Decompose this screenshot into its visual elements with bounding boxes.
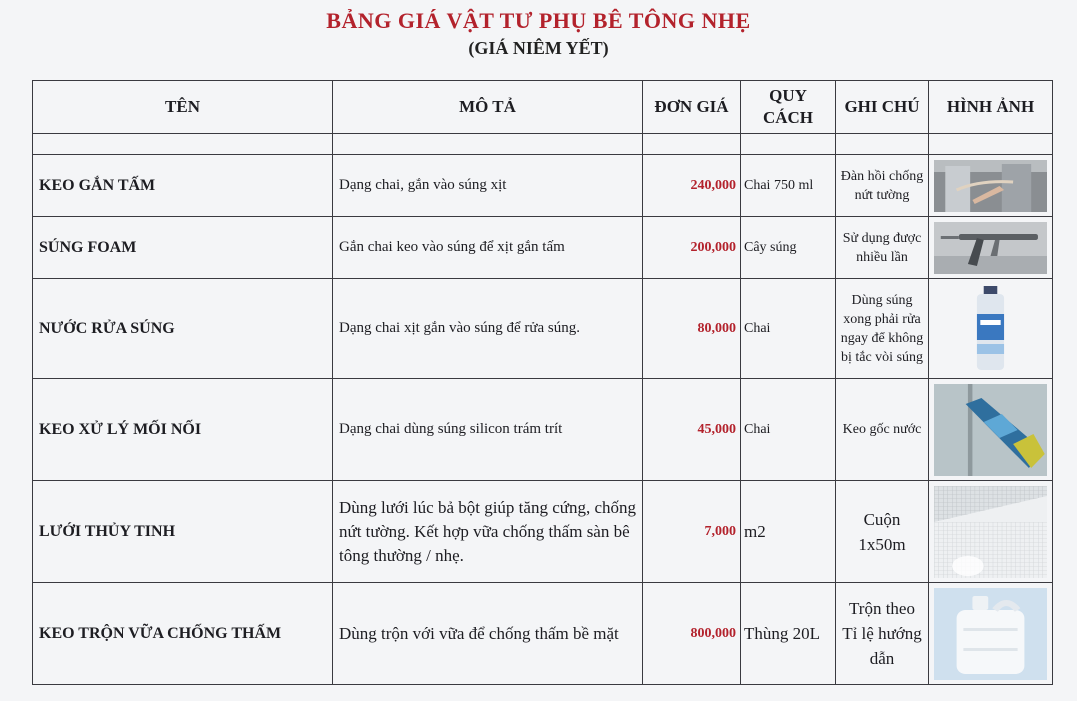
table-row <box>33 583 1053 685</box>
row-note: Cuộn 1x50m <box>836 481 929 583</box>
row-image <box>929 217 1053 279</box>
row-name: LƯỚI THỦY TINH <box>33 481 333 583</box>
row-name: KEO TRỘN VỮA CHỐNG THẤM <box>33 583 333 685</box>
foam-gun-photo-icon <box>934 222 1047 274</box>
row-name: KEO GẮN TẤM <box>33 155 333 217</box>
table-row <box>33 217 1053 279</box>
row-name: NƯỚC RỬA SÚNG <box>33 279 333 379</box>
header-price: ĐƠN GIÁ <box>643 81 741 134</box>
row-spec: Chai 750 ml <box>741 155 836 217</box>
table-spacer-row <box>33 134 1053 155</box>
row-name: KEO XỬ LÝ MỐI NỐI <box>33 379 333 481</box>
row-price: 200,000 <box>643 217 741 279</box>
page-subtitle: (GIÁ NIÊM YẾT) <box>468 38 609 58</box>
price-table <box>32 80 1053 685</box>
row-image <box>929 155 1053 217</box>
row-name: SÚNG FOAM <box>33 217 333 279</box>
row-desc: Dạng chai dùng súng silicon trám trít <box>333 379 643 481</box>
table-row <box>33 155 1053 217</box>
row-desc: Dạng chai xịt gắn vào súng để rửa súng. <box>333 279 643 379</box>
table-row <box>33 379 1053 481</box>
row-spec: Chai <box>741 379 836 481</box>
row-desc: Dùng trộn với vữa để chống thấm bề mặt <box>333 583 643 685</box>
header-name: TÊN <box>33 81 333 134</box>
row-desc: Dùng lưới lúc bả bột giúp tăng cứng, chống nứt tường. Kết hợp vữa chống thấm sàn bê tông thường / nhẹ. <box>333 481 643 583</box>
fiberglass-mesh-photo-icon <box>934 486 1047 578</box>
row-image <box>929 481 1053 583</box>
row-note: Sử dụng được nhiều lần <box>836 217 929 279</box>
row-note: Trộn theo Tỉ lệ hướng dẫn <box>836 583 929 685</box>
cleaner-can-photo-icon <box>934 284 1047 374</box>
foam-wall-photo-icon <box>934 160 1047 212</box>
header-desc: MÔ TẢ <box>333 81 643 134</box>
row-price: 240,000 <box>643 155 741 217</box>
jerrycan-photo-icon <box>934 588 1047 680</box>
header-spec: QUY CÁCH <box>741 81 836 134</box>
table-row <box>33 279 1053 379</box>
row-spec: Thùng 20L <box>741 583 836 685</box>
row-desc: Gắn chai keo vào súng để xịt gắn tấm <box>333 217 643 279</box>
table-row <box>33 481 1053 583</box>
row-desc: Dạng chai, gắn vào súng xịt <box>333 155 643 217</box>
row-spec: Chai <box>741 279 836 379</box>
row-price: 80,000 <box>643 279 741 379</box>
row-image <box>929 583 1053 685</box>
row-spec: m2 <box>741 481 836 583</box>
row-image <box>929 379 1053 481</box>
row-note: Dùng súng xong phải rửa ngay để không bị tắc vòi súng <box>836 279 929 379</box>
row-note: Keo gốc nước <box>836 379 929 481</box>
row-price: 45,000 <box>643 379 741 481</box>
table-header-row <box>33 81 1053 134</box>
row-price: 800,000 <box>643 583 741 685</box>
row-spec: Cây súng <box>741 217 836 279</box>
header-image: HÌNH ẢNH <box>929 81 1053 134</box>
row-note: Đàn hồi chống nứt tường <box>836 155 929 217</box>
row-image <box>929 279 1053 379</box>
sealant-tube-photo-icon <box>934 384 1047 476</box>
row-price: 7,000 <box>643 481 741 583</box>
header-note: GHI CHÚ <box>836 81 929 134</box>
page-title: BẢNG GIÁ VẬT TƯ PHỤ BÊ TÔNG NHẸ <box>326 8 751 33</box>
